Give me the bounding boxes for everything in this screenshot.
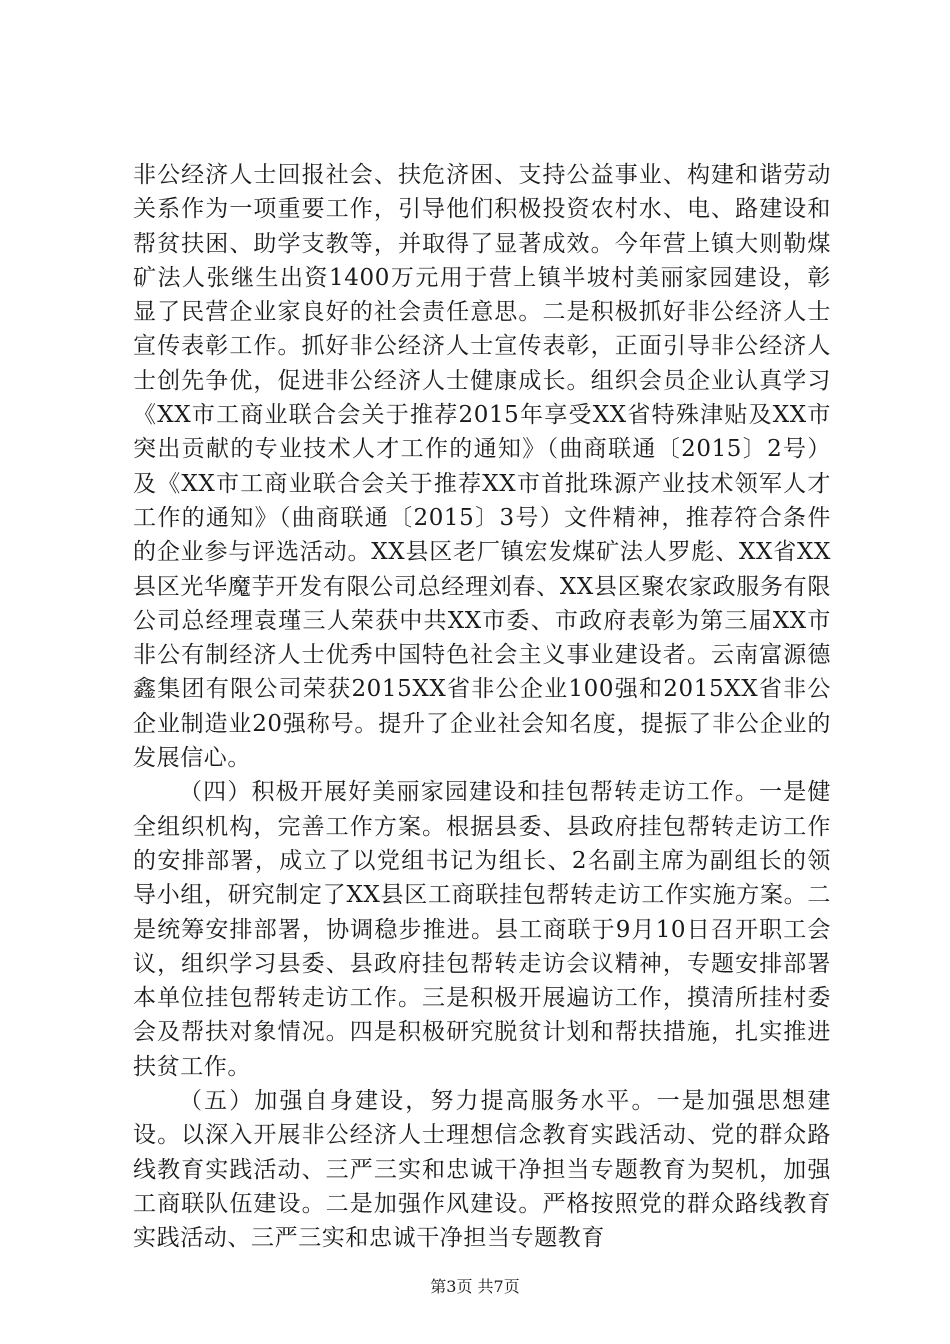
page-number-footer: 第3页 共7页 xyxy=(430,1277,520,1296)
paragraph-2: （四）积极开展好美丽家园建设和挂包帮转走访工作。一是健全组织机构，完善工作方案。根据县委、县政府挂包帮转走访工作的安排部署，成立了以党组书记为组长、2名副主席为副组长的领导小组，研究制定了XX县区工商联挂包帮转走访工作实施方案。二是统筹安排部署，协调稳步推进。县工商联于9月10日召开职工会议，组织学习县委、县政府挂包帮转走访会议精神，专题安排部署本单位挂包帮转走访工作。三是积极开展遍访工作，摸清所挂村委会及帮扶对象情况。四是积极研究脱贫计划和帮扶措施，扎实推进扶贫工作。 xyxy=(133,779,831,1080)
paragraph-3: （五）加强自身建设，努力提高服务水平。一是加强思想建设。以深入开展非公经济人士理想信念教育实践活动、党的群众路线教育实践活动、三严三实和忠诚干净担当专题教育为契机，加强工商联队伍建设。二是加强作风建设。严格按照党的群众路线教育实践活动、三严三实和忠诚干净担当专题教育 xyxy=(133,1088,831,1252)
document-body xyxy=(133,158,831,1256)
paragraph-1: 非公经济人士回报社会、扶危济困、支持公益事业、构建和谐劳动关系作为一项重要工作，引导他们积极投资农村水、电、路建设和帮贫扶困、助学支教等，并取得了显著成效。今年营上镇大则勒煤矿法人张继生出资1400万元用于营上镇半坡村美丽家园建设，彰显了民营企业家良好的社会责任意思。二是积极抓好非公经济人士宣传表彰工作。抓好非公经济人士宣传表彰，正面引导非公经济人士创先争优，促进非公经济人士健康成长。组织会员企业认真学习《XX市工商业联合会关于推荐2015年享受XX省特殊津贴及XX市突出贡献的专业技术人才工作的通知》（曲商联通〔2015〕2号）及《XX市工商业联合会关于推荐XX市首批珠源产业技术领军人才工作的通知》（曲商联通〔2015〕3号）文件精神，推荐符合条件的企业参与评选活动。XX县区老厂镇宏发煤矿法人罗彪、XX省XX县区光华魔芋开发有限公司总经理刘春、XX县区聚农家政服务有限公司总经理袁瑾三人荣获中共XX市委、市政府表彰为第三届XX市非公有制经济人士优秀中国特色社会主义事业建设者。云南富源德鑫集团有限公司荣获2015XX省非公企业100强和2015XX省非公企业制造业20强称号。提升了企业社会知名度，提振了非公企业的发展信心。 xyxy=(133,162,832,772)
